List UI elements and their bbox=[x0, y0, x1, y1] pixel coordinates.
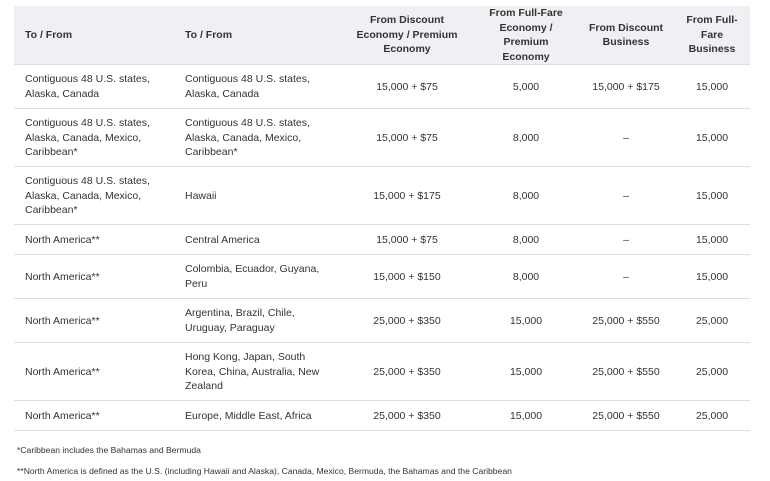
cell-full-fare-business: 15,000 bbox=[674, 65, 750, 109]
table-row bbox=[14, 343, 750, 401]
cell-full-fare-economy: 15,000 bbox=[474, 343, 578, 401]
cell-discount-business: 15,000 + $175 bbox=[578, 65, 674, 109]
cell-discount-business: 25,000 + $550 bbox=[578, 299, 674, 343]
table-row bbox=[14, 299, 750, 343]
cell-destination: Contiguous 48 U.S. states, Alaska, Canada, Mexico, Caribbean* bbox=[174, 109, 340, 167]
cell-discount-economy: 15,000 + $75 bbox=[340, 225, 474, 255]
cell-full-fare-business: 25,000 bbox=[674, 299, 750, 343]
cell-discount-business: – bbox=[578, 225, 674, 255]
cell-discount-business: – bbox=[578, 255, 674, 299]
footnote-north-america: **North America is defined as the U.S. (including Hawaii and Alaska), Canada, Mexico, Bermuda, the Bahamas and the Caribbean bbox=[17, 466, 512, 476]
cell-full-fare-economy: 8,000 bbox=[474, 167, 578, 225]
cell-full-fare-economy: 8,000 bbox=[474, 109, 578, 167]
cell-full-fare-economy: 5,000 bbox=[474, 65, 578, 109]
cell-full-fare-economy: 15,000 bbox=[474, 299, 578, 343]
table-body bbox=[14, 65, 750, 431]
cell-destination: Contiguous 48 U.S. states, Alaska, Canada bbox=[174, 65, 340, 109]
cell-full-fare-business: 15,000 bbox=[674, 167, 750, 225]
award-chart-table bbox=[14, 6, 750, 431]
cell-discount-business: – bbox=[578, 167, 674, 225]
cell-discount-business: – bbox=[578, 109, 674, 167]
header-to-from-destination: To / From bbox=[174, 6, 340, 65]
cell-discount-economy: 15,000 + $75 bbox=[340, 65, 474, 109]
cell-destination: Hawaii bbox=[174, 167, 340, 225]
cell-discount-economy: 25,000 + $350 bbox=[340, 343, 474, 401]
table-row bbox=[14, 225, 750, 255]
table-row bbox=[14, 167, 750, 225]
cell-destination: Hong Kong, Japan, South Korea, China, Australia, New Zealand bbox=[174, 343, 340, 401]
cell-origin: Contiguous 48 U.S. states, Alaska, Canada, Mexico, Caribbean* bbox=[14, 109, 174, 167]
cell-full-fare-economy: 15,000 bbox=[474, 401, 578, 431]
cell-discount-economy: 25,000 + $350 bbox=[340, 401, 474, 431]
table-header bbox=[14, 6, 750, 65]
table-row bbox=[14, 109, 750, 167]
cell-origin: North America** bbox=[14, 343, 174, 401]
header-full-fare-economy: From Full-Fare Economy / Premium Economy bbox=[474, 6, 578, 65]
cell-origin: North America** bbox=[14, 401, 174, 431]
table-row bbox=[14, 401, 750, 431]
header-row bbox=[14, 6, 750, 65]
cell-full-fare-business: 15,000 bbox=[674, 109, 750, 167]
cell-destination: Argentina, Brazil, Chile, Uruguay, Paraguay bbox=[174, 299, 340, 343]
cell-origin: North America** bbox=[14, 299, 174, 343]
header-to-from-origin: To / From bbox=[14, 6, 174, 65]
table-row bbox=[14, 255, 750, 299]
cell-discount-business: 25,000 + $550 bbox=[578, 343, 674, 401]
cell-discount-economy: 15,000 + $150 bbox=[340, 255, 474, 299]
cell-discount-economy: 25,000 + $350 bbox=[340, 299, 474, 343]
cell-full-fare-business: 15,000 bbox=[674, 225, 750, 255]
cell-origin: Contiguous 48 U.S. states, Alaska, Canada, Mexico, Caribbean* bbox=[14, 167, 174, 225]
header-full-fare-business: From Full-Fare Business bbox=[674, 6, 750, 65]
cell-discount-economy: 15,000 + $175 bbox=[340, 167, 474, 225]
cell-full-fare-economy: 8,000 bbox=[474, 225, 578, 255]
table-row bbox=[14, 65, 750, 109]
cell-origin: North America** bbox=[14, 255, 174, 299]
header-discount-economy: From Discount Economy / Premium Economy bbox=[340, 6, 474, 65]
cell-discount-economy: 15,000 + $75 bbox=[340, 109, 474, 167]
footnote-caribbean: *Caribbean includes the Bahamas and Bermuda bbox=[17, 445, 201, 455]
cell-full-fare-business: 15,000 bbox=[674, 255, 750, 299]
cell-origin: North America** bbox=[14, 225, 174, 255]
cell-destination: Central America bbox=[174, 225, 340, 255]
cell-full-fare-business: 25,000 bbox=[674, 401, 750, 431]
cell-destination: Colombia, Ecuador, Guyana, Peru bbox=[174, 255, 340, 299]
cell-destination: Europe, Middle East, Africa bbox=[174, 401, 340, 431]
cell-discount-business: 25,000 + $550 bbox=[578, 401, 674, 431]
cell-origin: Contiguous 48 U.S. states, Alaska, Canada bbox=[14, 65, 174, 109]
header-discount-business: From Discount Business bbox=[578, 6, 674, 65]
cell-full-fare-business: 25,000 bbox=[674, 343, 750, 401]
cell-full-fare-economy: 8,000 bbox=[474, 255, 578, 299]
